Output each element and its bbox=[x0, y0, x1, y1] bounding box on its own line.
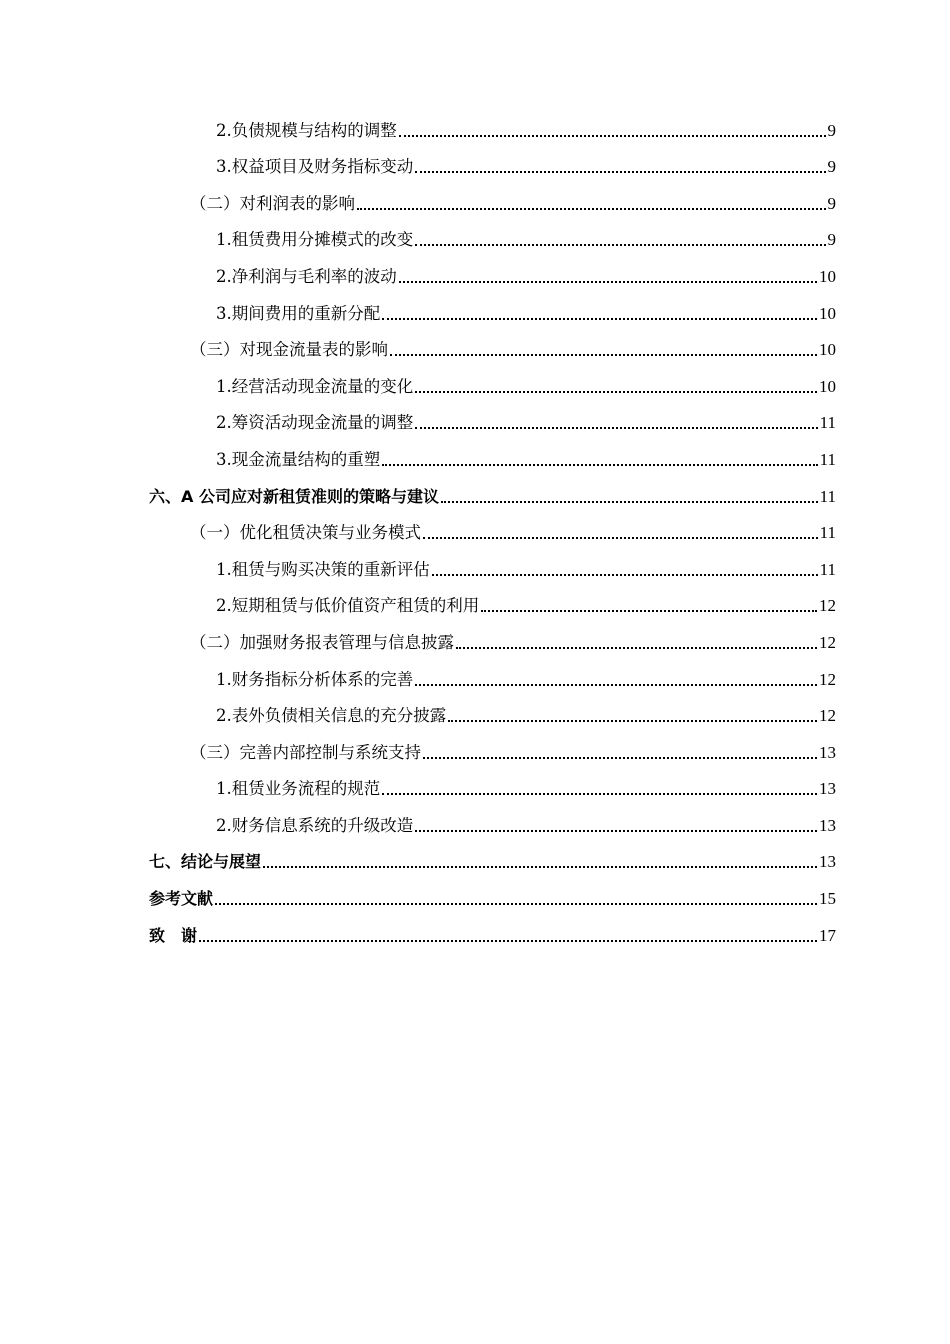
toc-entry-page-number: 17 bbox=[819, 925, 836, 945]
toc-entry[interactable] bbox=[0, 439, 836, 476]
toc-entry[interactable] bbox=[0, 549, 836, 586]
dot-leader bbox=[456, 647, 817, 649]
dot-leader bbox=[415, 684, 817, 686]
dot-leader bbox=[415, 427, 817, 429]
toc-entry-title: 3.期间费用的重新分配 bbox=[216, 303, 381, 323]
toc-entry[interactable] bbox=[0, 330, 836, 367]
toc-entry-title: 七、结论与展望 bbox=[149, 852, 262, 872]
toc-entry[interactable] bbox=[0, 476, 836, 513]
toc-entry[interactable] bbox=[0, 805, 836, 842]
toc-entry-page-number: 13 bbox=[819, 779, 836, 799]
toc-entry-title: 3.权益项目及财务指标变动 bbox=[216, 157, 414, 177]
toc-entry-page-number: 10 bbox=[819, 303, 836, 323]
toc-entry-page-number: 11 bbox=[819, 449, 836, 469]
toc-entry-title: 致 谢 bbox=[149, 925, 198, 945]
toc-entry-title: 2.净利润与毛利率的波动 bbox=[216, 266, 397, 286]
toc-entry[interactable] bbox=[0, 915, 836, 952]
dot-leader bbox=[415, 171, 825, 173]
toc-entry[interactable] bbox=[0, 769, 836, 806]
dot-leader bbox=[481, 610, 817, 612]
toc-entry-page-number: 10 bbox=[819, 266, 836, 286]
toc-entry-page-number: 12 bbox=[819, 706, 836, 726]
toc-entry-page-number: 9 bbox=[827, 120, 836, 140]
toc-entry-title: 2.表外负债相关信息的充分披露 bbox=[216, 706, 447, 726]
toc-entry-title: 参考文献 bbox=[149, 889, 214, 909]
toc-entry[interactable] bbox=[0, 732, 836, 769]
dot-leader bbox=[390, 354, 817, 356]
toc-entry-title: 1.租赁业务流程的规范 bbox=[216, 779, 381, 799]
dot-leader bbox=[399, 135, 826, 137]
toc-entry-page-number: 15 bbox=[819, 889, 836, 909]
toc-entry[interactable] bbox=[0, 586, 836, 623]
dot-leader bbox=[432, 574, 818, 576]
toc-entry[interactable] bbox=[0, 110, 836, 147]
dot-leader bbox=[382, 464, 817, 466]
toc-entry-page-number: 12 bbox=[819, 596, 836, 616]
toc-entry[interactable] bbox=[0, 659, 836, 696]
toc-entry[interactable] bbox=[0, 878, 836, 915]
dot-leader bbox=[382, 318, 817, 320]
toc-entry-page-number: 9 bbox=[827, 193, 836, 213]
dot-leader bbox=[441, 501, 818, 503]
toc-entry-page-number: 9 bbox=[827, 157, 836, 177]
toc-entry-page-number: 12 bbox=[819, 669, 836, 689]
toc-entry[interactable] bbox=[0, 366, 836, 403]
toc-entry[interactable] bbox=[0, 403, 836, 440]
toc-entry-title: （一）优化租赁决策与业务模式 bbox=[190, 523, 421, 543]
table-of-contents bbox=[0, 110, 950, 952]
toc-entry[interactable] bbox=[0, 293, 836, 330]
toc-entry[interactable] bbox=[0, 183, 836, 220]
toc-entry-title: 六、A 公司应对新租赁准则的策略与建议 bbox=[149, 486, 439, 506]
dot-leader bbox=[382, 793, 817, 795]
toc-entry-title: 1.财务指标分析体系的完善 bbox=[216, 669, 414, 689]
dot-leader bbox=[415, 391, 817, 393]
dot-leader bbox=[399, 281, 817, 283]
toc-entry-page-number: 13 bbox=[819, 815, 836, 835]
dot-leader bbox=[415, 244, 825, 246]
toc-entry-page-number: 11 bbox=[819, 486, 836, 506]
toc-entry-page-number: 11 bbox=[819, 523, 836, 543]
toc-entry-title: （二）加强财务报表管理与信息披露 bbox=[190, 632, 454, 652]
toc-entry-title: 2.财务信息系统的升级改造 bbox=[216, 815, 414, 835]
toc-entry-page-number: 10 bbox=[819, 376, 836, 396]
toc-entry-title: （三）完善内部控制与系统支持 bbox=[190, 742, 421, 762]
toc-entry-page-number: 11 bbox=[819, 559, 836, 579]
dot-leader bbox=[423, 537, 818, 539]
dot-leader bbox=[263, 866, 817, 868]
dot-leader bbox=[199, 940, 817, 942]
toc-entry[interactable] bbox=[0, 513, 836, 550]
toc-entry-title: 2.筹资活动现金流量的调整 bbox=[216, 413, 414, 433]
toc-entry[interactable] bbox=[0, 622, 836, 659]
dot-leader bbox=[415, 830, 817, 832]
toc-entry[interactable] bbox=[0, 256, 836, 293]
toc-entry-page-number: 9 bbox=[827, 230, 836, 250]
toc-entry-page-number: 11 bbox=[819, 413, 836, 433]
toc-entry-title: 1.租赁费用分摊模式的改变 bbox=[216, 230, 414, 250]
dot-leader bbox=[423, 757, 817, 759]
toc-entry[interactable] bbox=[0, 220, 836, 257]
toc-entry-page-number: 13 bbox=[819, 852, 836, 872]
dot-leader bbox=[357, 208, 826, 210]
dot-leader bbox=[215, 903, 817, 905]
toc-entry-title: 2.短期租赁与低价值资产租赁的利用 bbox=[216, 596, 480, 616]
toc-entry-title: 1.租赁与购买决策的重新评估 bbox=[216, 559, 430, 579]
toc-entry-page-number: 13 bbox=[819, 742, 836, 762]
toc-entry-page-number: 10 bbox=[819, 340, 836, 360]
toc-entry-page-number: 12 bbox=[819, 632, 836, 652]
toc-entry[interactable] bbox=[0, 147, 836, 184]
toc-entry-title: 1.经营活动现金流量的变化 bbox=[216, 376, 414, 396]
toc-entry-title: 2.负债规模与结构的调整 bbox=[216, 120, 397, 140]
toc-entry[interactable] bbox=[0, 842, 836, 879]
toc-entry-title: （三）对现金流量表的影响 bbox=[190, 340, 388, 360]
dot-leader bbox=[448, 720, 817, 722]
toc-entry-title: （二）对利润表的影响 bbox=[190, 193, 355, 213]
toc-entry-title: 3.现金流量结构的重塑 bbox=[216, 449, 381, 469]
toc-entry[interactable] bbox=[0, 696, 836, 733]
